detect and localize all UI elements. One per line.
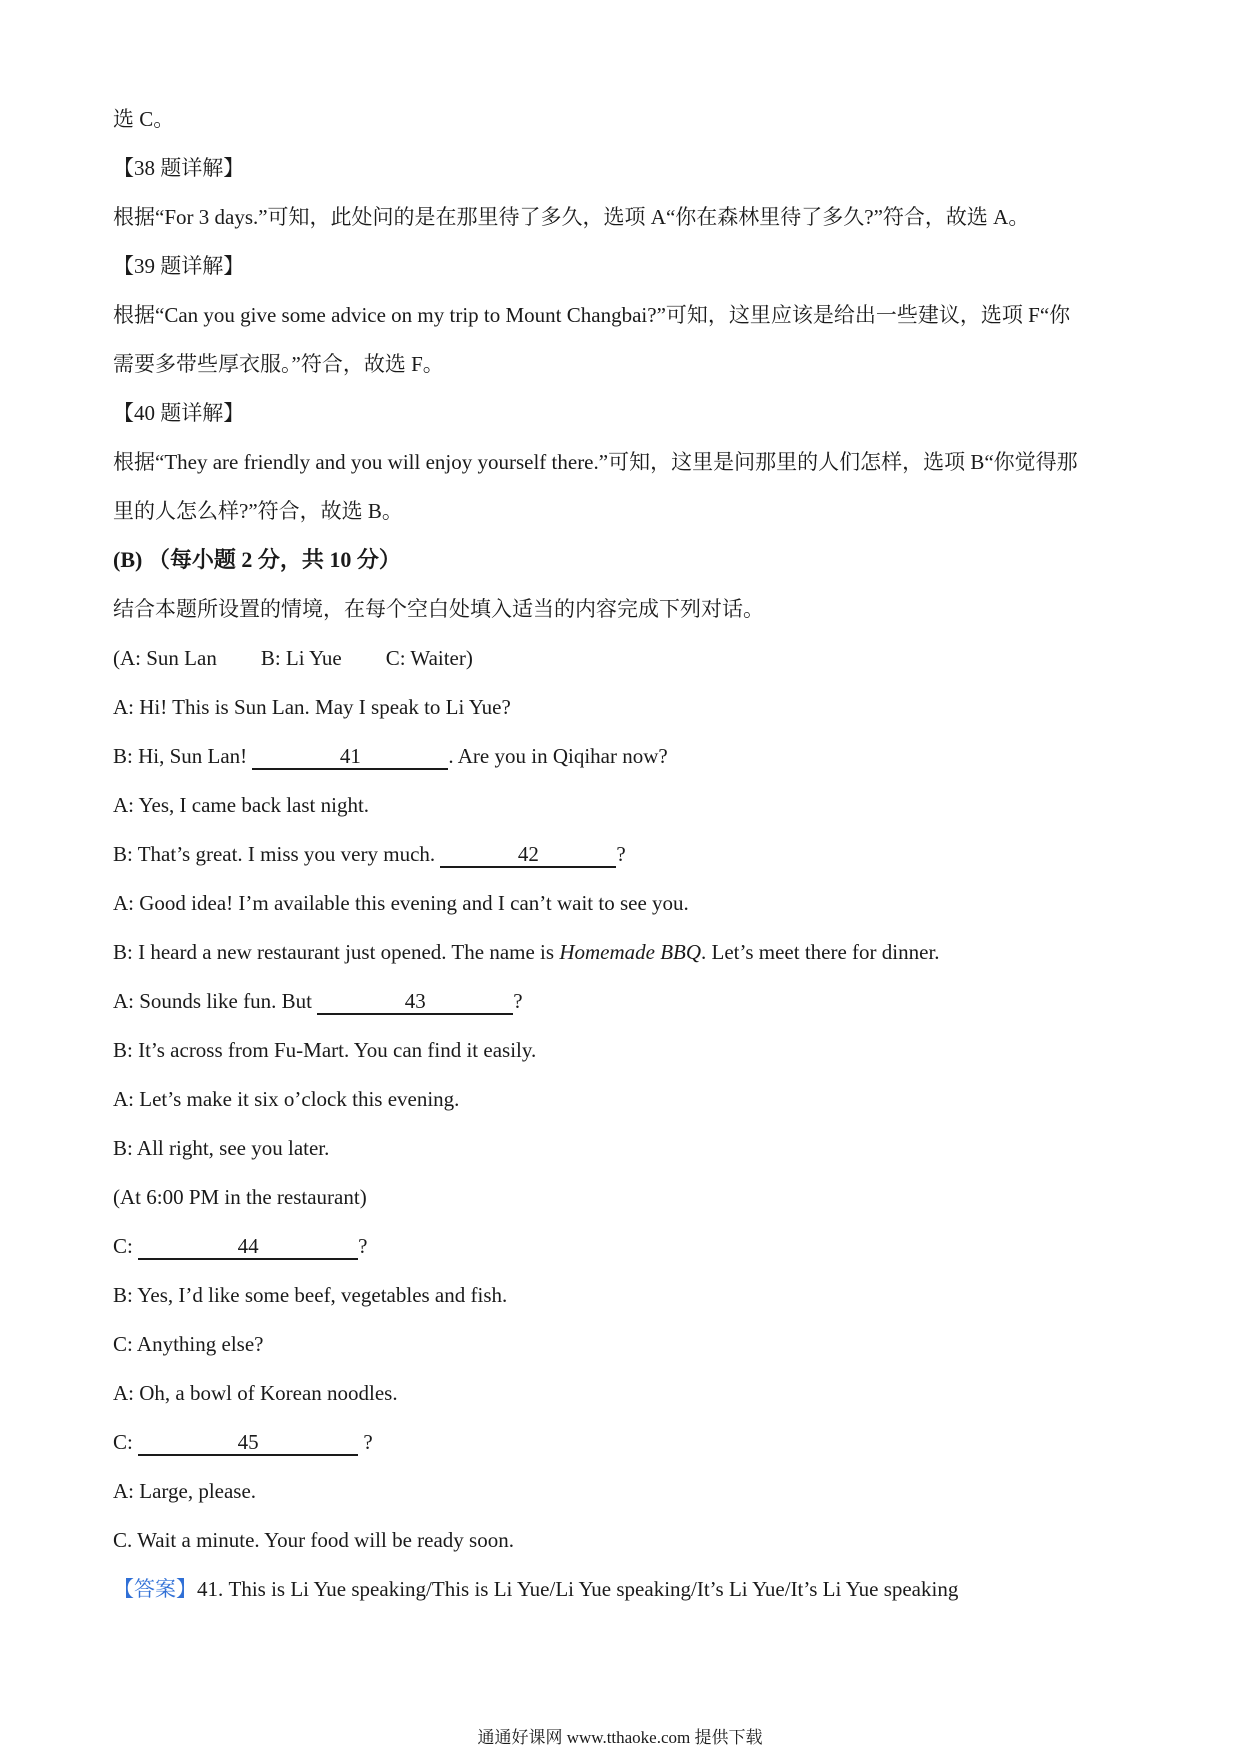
dialogue-line-7 (113, 987, 523, 1015)
answer-tag: 【答案】 (113, 1577, 197, 1601)
dialogue-line-10: B: All right, see you later. (113, 1136, 330, 1160)
paragraph-q39-line2: 需要多带些厚衣服。”符合，故选 F。 (113, 352, 444, 376)
section-b-title: (B) （每小题 2 分，共 10 分） (113, 547, 401, 572)
dialogue-text: B: That’s great. I miss you very much. (113, 842, 441, 866)
dialogue-line-18: C. Wait a minute. Your food will be ready soon. (113, 1528, 514, 1552)
footer-source: 通通好课网 www.tthaoke.com 提供下载 (477, 1728, 763, 1747)
heading-q39: 【39 题详解】 (113, 254, 245, 278)
dialogue-line-6 (113, 938, 940, 966)
dialogue-line-9: A: Let’s make it six o’clock this evening. (113, 1087, 460, 1111)
dialogue-text: ? (616, 842, 626, 866)
dialogue-line-17: A: Large, please. (113, 1479, 257, 1503)
dialogue-text: B: Hi, Sun Lan! (113, 744, 253, 768)
dialogue-text: B: I heard a new restaurant just opened. The name is (113, 940, 560, 964)
blank-45[interactable]: 45 (138, 1430, 358, 1456)
role-c: C: Waiter) (385, 646, 473, 670)
blank-42[interactable]: 42 (440, 842, 616, 868)
heading-q40: 【40 题详解】 (113, 401, 245, 425)
dialogue-line-8: B: It’s across from Fu-Mart. You can find it easily. (113, 1038, 537, 1062)
dialogue-line-12 (113, 1232, 367, 1260)
dialogue-line-2 (113, 742, 668, 770)
restaurant-name: Homemade BBQ (559, 940, 702, 964)
dialogue-line-16 (113, 1428, 373, 1456)
blank-43[interactable]: 43 (317, 989, 513, 1015)
answer-line (113, 1575, 958, 1603)
paragraph-choose-c: 选 C。 (113, 107, 175, 131)
dialogue-text: ? (358, 1430, 373, 1454)
blank-44[interactable]: 44 (138, 1234, 358, 1260)
dialogue-text: C: (113, 1234, 139, 1258)
dialogue-line-15: A: Oh, a bowl of Korean noodles. (113, 1381, 398, 1405)
paragraph-q40-line2: 里的人怎么样?”符合，故选 B。 (113, 499, 403, 523)
answer-text: 41. This is Li Yue speaking/This is Li Yue/Li Yue speaking/It’s Li Yue/It’s Li Yue speaking (197, 1577, 959, 1601)
dialogue-line-11: (At 6:00 PM in the restaurant) (113, 1185, 367, 1209)
dialogue-text: A: Sounds like fun. But (113, 989, 318, 1013)
dialogue-line-3: A: Yes, I came back last night. (113, 793, 370, 817)
dialogue-line-4 (113, 840, 626, 868)
blank-41[interactable]: 41 (252, 744, 448, 770)
paragraph-q40-line1: 根据“They are friendly and you will enjoy yourself there.”可知，这里是问那里的人们怎样，选项 B“你觉得那 (113, 450, 1078, 474)
dialogue-text: ? (513, 989, 523, 1013)
dialogue-text: . Are you in Qiqihar now? (448, 744, 668, 768)
dialogue-text: ? (358, 1234, 368, 1258)
dialogue-text: . Let’s meet there for dinner. (701, 940, 940, 964)
dialogue-line-13: B: Yes, I’d like some beef, vegetables and fish. (113, 1283, 508, 1307)
role-b: B: Li Yue (260, 646, 342, 670)
heading-q38: 【38 题详解】 (113, 156, 245, 180)
dialogue-line-5: A: Good idea! I’m available this evening and I can’t wait to see you. (113, 891, 689, 915)
roles-line (113, 644, 473, 672)
paragraph-q38: 根据“For 3 days.”可知，此处问的是在那里待了多久，选项 A“你在森林里待了多久?”符合，故选 A。 (113, 205, 1030, 229)
dialogue-line-14: C: Anything else? (113, 1332, 264, 1356)
role-a: (A: Sun Lan (113, 646, 217, 670)
paragraph-q39-line1: 根据“Can you give some advice on my trip to Mount Changbai?”可知，这里应该是给出一些建议，选项 F“你 (113, 303, 1071, 327)
dialogue-line-1: A: Hi! This is Sun Lan. May I speak to Li Yue? (113, 695, 511, 719)
dialogue-text: C: (113, 1430, 139, 1454)
section-b-instruction: 结合本题所设置的情境，在每个空白处填入适当的内容完成下列对话。 (113, 597, 764, 621)
